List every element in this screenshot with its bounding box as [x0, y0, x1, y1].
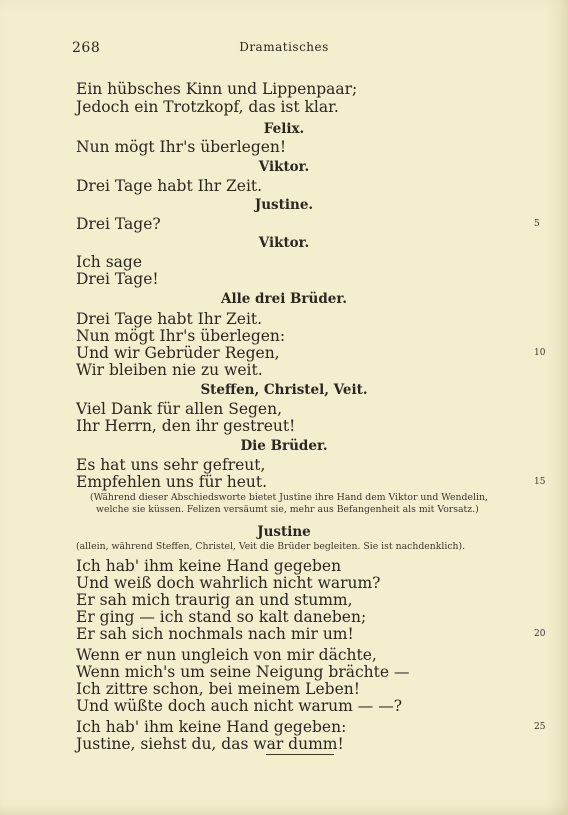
line-number: 20	[534, 629, 546, 639]
stage-direction: (Während dieser Abschiedsworte bietet Justine ihre Hand dem Viktor und Wendelin,	[90, 492, 488, 503]
page-number: 268	[72, 40, 101, 56]
speaker-heading: Alle drei Brüder.	[221, 291, 347, 307]
verse-line: Er ging — ich stand so kalt daneben;	[76, 608, 367, 626]
verse-line: Justine, siehst du, das war dumm!	[76, 735, 344, 753]
verse-line: Drei Tage habt Ihr Zeit.	[76, 177, 263, 195]
verse-line: Drei Tage habt Ihr Zeit.	[76, 310, 263, 328]
verse-line: Empfehlen uns für heut.	[76, 473, 268, 491]
verse-line: Nun mögt Ihr's überlegen!	[76, 138, 287, 156]
line-number: 10	[534, 348, 546, 358]
verse-line: Ich zittre schon, bei meinem Leben!	[76, 680, 360, 698]
speaker-heading: Steffen, Christel, Veit.	[200, 382, 368, 398]
verse-line: Es hat uns sehr gefreut,	[76, 456, 266, 474]
verse-line: Und weiß doch wahrlich nicht warum?	[76, 574, 381, 592]
verse-line: Wenn mich's um seine Neigung brächte —	[76, 663, 410, 681]
verse-line: Wir bleiben nie zu weit.	[76, 361, 263, 379]
verse-line: Und wüßte doch auch nicht warum — —?	[76, 697, 403, 715]
verse-line: Er sah sich nochmals nach mir um!	[76, 625, 354, 643]
verse-line: Jedoch ein Trotzkopf, das ist klar.	[76, 98, 339, 116]
speaker-heading: Viktor.	[258, 159, 310, 175]
verse-line: Er sah mich traurig an und stumm,	[76, 591, 353, 609]
verse-line: Ein hübsches Kinn und Lippenpaar;	[76, 80, 358, 98]
verse-line: Drei Tage?	[76, 215, 161, 233]
verse-line: Drei Tage!	[76, 270, 159, 288]
speaker-heading: Viktor.	[258, 235, 310, 251]
verse-line: Ich hab' ihm keine Hand gegeben:	[76, 718, 347, 736]
line-number: 15	[534, 477, 546, 487]
verse-line: Nun mögt Ihr's überlegen:	[76, 327, 286, 345]
verse-line: Ihr Herrn, den ihr gestreut!	[76, 417, 296, 435]
speaker-heading: Justine	[257, 524, 311, 540]
speaker-heading: Die Brüder.	[240, 438, 328, 454]
verse-line: Und wir Gebrüder Regen,	[76, 344, 280, 362]
verse-line: Ich sage	[76, 253, 143, 271]
running-head: Dramatisches	[239, 40, 329, 54]
end-rule	[266, 754, 334, 755]
stage-direction: (allein, während Steffen, Christel, Veit die Brüder begleiten. Sie ist nachdenklich).	[76, 541, 466, 552]
line-number: 25	[534, 722, 546, 732]
speaker-heading: Felix.	[263, 121, 305, 137]
verse-line: Viel Dank für allen Segen,	[76, 400, 282, 418]
line-number: 5	[534, 219, 540, 229]
verse-line: Ich hab' ihm keine Hand gegeben	[76, 557, 342, 575]
verse-line: Wenn er nun ungleich von mir dächte,	[76, 646, 377, 664]
speaker-heading: Justine.	[254, 197, 314, 213]
stage-direction: welche sie küssen. Felizen versäumt sie, mehr aus Befangenheit als mit Vorsatz.)	[96, 504, 479, 515]
